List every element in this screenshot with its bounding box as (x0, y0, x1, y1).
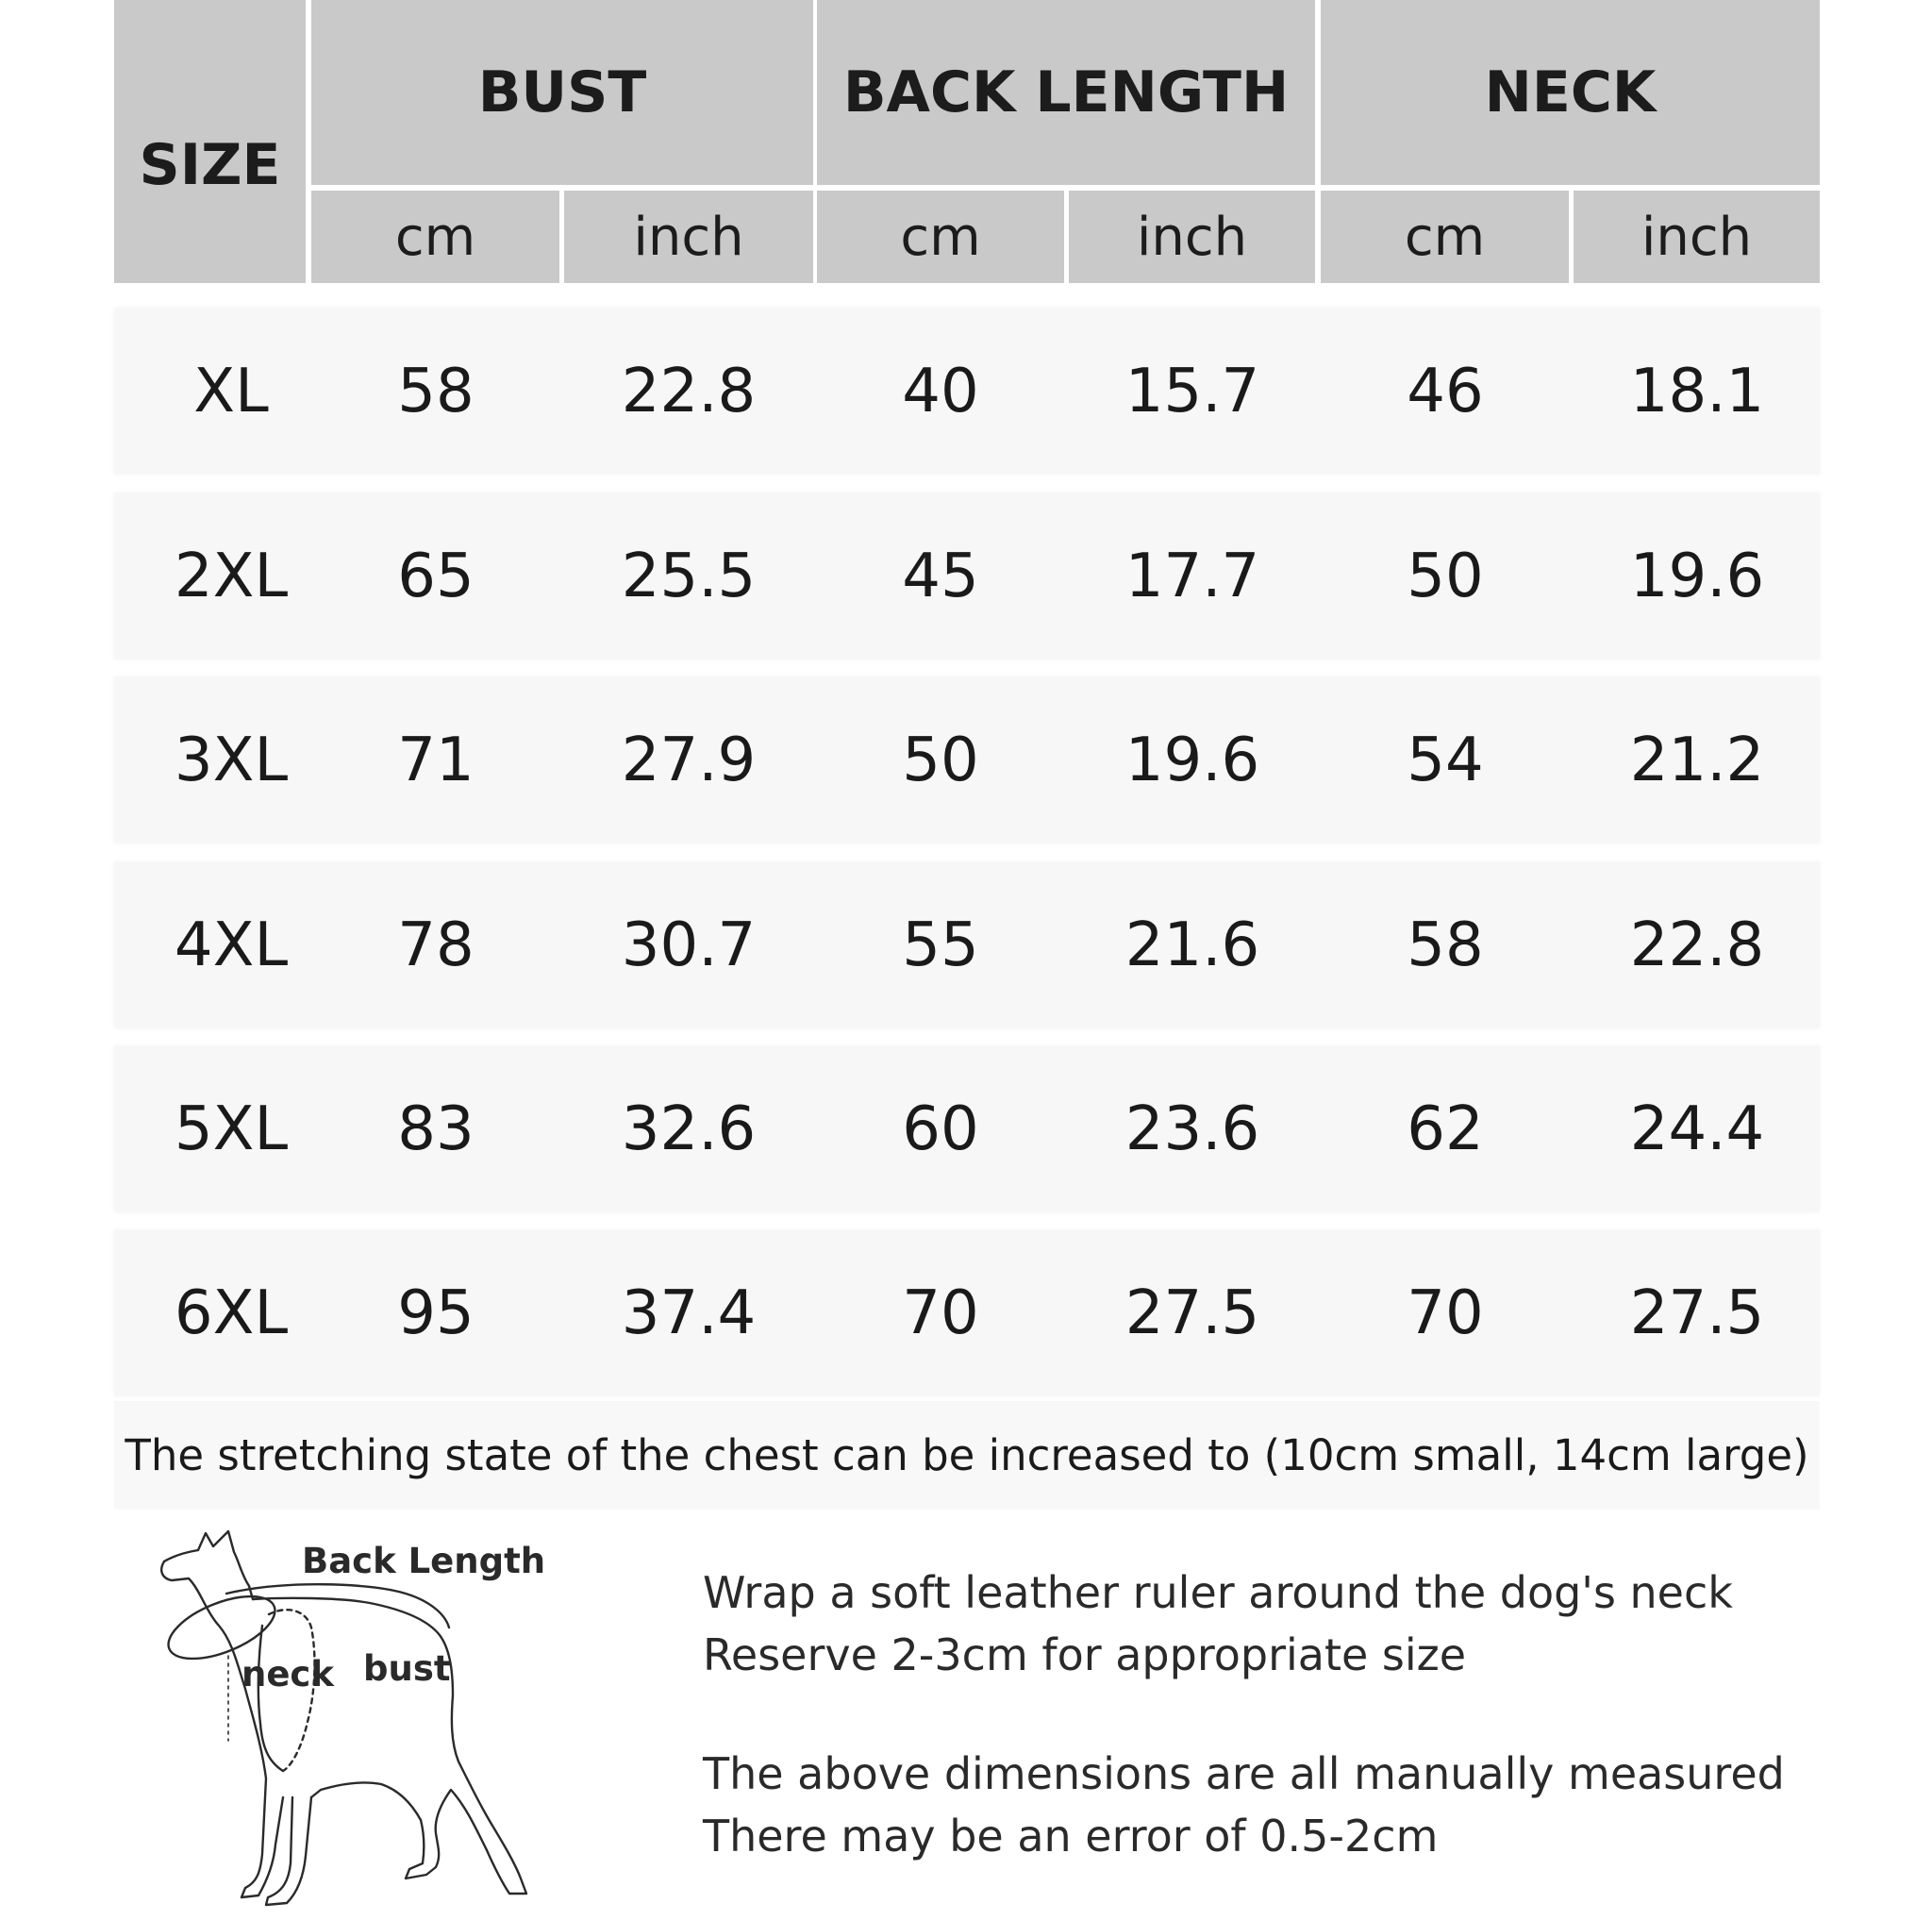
bust-inch-cell: 27.9 (621, 725, 757, 795)
bust-cm-header: cm (311, 191, 559, 283)
instruction-spacer (703, 1686, 1835, 1743)
bust-inch-cell: 25.5 (621, 541, 757, 611)
back-length-inch-header: inch (1069, 191, 1315, 283)
table-row (114, 308, 1820, 475)
neck-label: neck (242, 1654, 334, 1695)
bust-inch-header: inch (564, 191, 813, 283)
bust-cm-cell: 65 (397, 541, 475, 611)
back-length-cm-cell: 70 (902, 1277, 979, 1348)
table-row (114, 1045, 1820, 1212)
neck-inch-cell: 27.5 (1629, 1277, 1765, 1348)
bust-inch-cell: 30.7 (621, 910, 757, 980)
neck-cm-header: cm (1321, 191, 1569, 283)
neck-inch-header: inch (1574, 191, 1820, 283)
instruction-line: Reserve 2-3cm for appropriate size (703, 1629, 1467, 1680)
back-length-cm-cell: 60 (902, 1094, 979, 1164)
bust-label: bust (363, 1648, 451, 1689)
neck-inch-cell: 19.6 (1629, 541, 1765, 611)
back-length-cm-cell: 40 (902, 356, 979, 426)
dog-measurement-diagram (151, 1524, 575, 1911)
table-row (114, 676, 1820, 843)
bust-cm-cell: 83 (397, 1094, 475, 1164)
neck-cm-cell: 50 (1407, 541, 1484, 611)
neck-cm-cell: 58 (1407, 910, 1484, 980)
neck-cm-cell: 46 (1407, 356, 1484, 426)
bust-cm-cell: 58 (397, 356, 475, 426)
back-length-label: Back Length (302, 1541, 546, 1581)
instruction-line: There may be an error of 0.5-2cm (703, 1811, 1439, 1862)
bust-cm-cell: 95 (397, 1277, 475, 1348)
back-length-cm-header: cm (817, 191, 1064, 283)
measurement-instructions (703, 1561, 1835, 1867)
table-row (114, 861, 1820, 1028)
back-length-inch-cell: 17.7 (1124, 541, 1260, 611)
back-length-inch-cell: 19.6 (1124, 725, 1260, 795)
bust-inch-cell: 32.6 (621, 1094, 757, 1164)
neck-inch-cell: 21.2 (1629, 725, 1765, 795)
size-cell: 3XL (174, 725, 289, 795)
bust-cm-cell: 78 (397, 910, 475, 980)
neck-inch-cell: 24.4 (1629, 1094, 1765, 1164)
size-cell: 6XL (174, 1277, 289, 1348)
neck-cm-cell: 54 (1407, 725, 1484, 795)
back-length-inch-cell: 21.6 (1124, 910, 1260, 980)
instruction-line: Wrap a soft leather ruler around the dog's neck (703, 1567, 1733, 1618)
size-cell: XL (193, 356, 269, 426)
back-length-header: BACK LENGTH (817, 0, 1315, 185)
bust-header: BUST (311, 0, 813, 185)
size-cell: 4XL (174, 910, 289, 980)
bust-cm-cell: 71 (397, 725, 475, 795)
dog-measurement-icon (151, 1524, 575, 1911)
stretch-note: The stretching state of the chest can be increased to (10cm small, 14cm large) (114, 1401, 1820, 1510)
neck-inch-cell: 18.1 (1629, 356, 1765, 426)
size-cell: 2XL (174, 541, 289, 611)
neck-inch-cell: 22.8 (1629, 910, 1765, 980)
back-length-inch-cell: 15.7 (1124, 356, 1260, 426)
table-row (114, 1229, 1820, 1396)
table-row (114, 493, 1820, 659)
size-cell: 5XL (174, 1094, 289, 1164)
back-length-cm-cell: 55 (902, 910, 979, 980)
bust-inch-cell: 37.4 (621, 1277, 757, 1348)
back-length-cm-cell: 45 (902, 541, 979, 611)
bust-inch-cell: 22.8 (621, 356, 757, 426)
neck-cm-cell: 62 (1407, 1094, 1484, 1164)
neck-cm-cell: 70 (1407, 1277, 1484, 1348)
size-header: SIZE (114, 0, 306, 283)
back-length-inch-cell: 27.5 (1124, 1277, 1260, 1348)
back-length-inch-cell: 23.6 (1124, 1094, 1260, 1164)
back-length-cm-cell: 50 (902, 725, 979, 795)
instruction-line: The above dimensions are all manually measured (703, 1748, 1785, 1799)
neck-header: NECK (1321, 0, 1820, 185)
